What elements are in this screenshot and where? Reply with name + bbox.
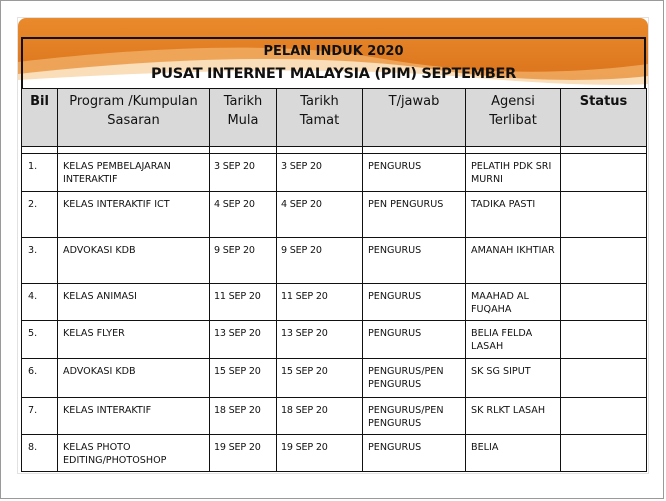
- cell-agensi: SK RLKT LASAH: [466, 398, 561, 435]
- table-row: [22, 359, 647, 398]
- cell-bil: 2.: [22, 192, 58, 238]
- cell-program: KELAS FLYER: [58, 321, 210, 359]
- cell-tamat: 15 SEP 20: [277, 359, 363, 398]
- cell-tamat: 18 SEP 20: [277, 398, 363, 435]
- title-line-1: PELAN INDUK 2020: [263, 44, 404, 59]
- cell-tamat: 9 SEP 20: [277, 238, 363, 284]
- cell-agensi: BELIA: [466, 435, 561, 472]
- title-box: [21, 37, 646, 88]
- cell-tjawab: PENGURUS/PEN PENGURUS: [363, 398, 466, 435]
- cell-bil: 1.: [22, 154, 58, 192]
- header-tjawab: T/jawab: [363, 89, 466, 147]
- header-program: Program /Kumpulan Sasaran: [58, 89, 210, 147]
- cell-bil: 6.: [22, 359, 58, 398]
- cell-status: [561, 435, 647, 472]
- cell-tamat: 3 SEP 20: [277, 154, 363, 192]
- cell-agensi: SK SG SIPUT: [466, 359, 561, 398]
- cell-program: KELAS INTERAKTIF ICT: [58, 192, 210, 238]
- cell-agensi: TADIKA PASTI: [466, 192, 561, 238]
- cell-tjawab: PENGURUS: [363, 435, 466, 472]
- table-header-row: [22, 89, 647, 147]
- cell-status: [561, 192, 647, 238]
- cell-status: [561, 359, 647, 398]
- cell-bil: 8.: [22, 435, 58, 472]
- cell-status: [561, 284, 647, 321]
- cell-status: [561, 238, 647, 284]
- cell-status: [561, 398, 647, 435]
- table-row: [22, 238, 647, 284]
- cell-tjawab: PENGURUS: [363, 238, 466, 284]
- cell-tamat: 4 SEP 20: [277, 192, 363, 238]
- cell-tjawab: PENGURUS: [363, 154, 466, 192]
- cell-program: KELAS ANIMASI: [58, 284, 210, 321]
- cell-program: KELAS PEMBELAJARAN INTERAKTIF: [58, 154, 210, 192]
- header-tarikh-tamat: Tarikh Tamat: [277, 89, 363, 147]
- cell-tjawab: PENGURUS/PEN PENGURUS: [363, 359, 466, 398]
- cell-tamat: 19 SEP 20: [277, 435, 363, 472]
- header-bil: Bil: [22, 89, 58, 147]
- cell-mula: 18 SEP 20: [210, 398, 277, 435]
- cell-mula: 11 SEP 20: [210, 284, 277, 321]
- cell-tjawab: PENGURUS: [363, 284, 466, 321]
- header-status: Status: [561, 89, 647, 147]
- cell-tamat: 13 SEP 20: [277, 321, 363, 359]
- cell-tjawab: PEN PENGURUS: [363, 192, 466, 238]
- cell-program: KELAS INTERAKTIF: [58, 398, 210, 435]
- cell-program: KELAS PHOTO EDITING/PHOTOSHOP: [58, 435, 210, 472]
- table-row: [22, 192, 647, 238]
- cell-agensi: MAAHAD AL FUQAHA: [466, 284, 561, 321]
- cell-agensi: BELIA FELDA LASAH: [466, 321, 561, 359]
- header-agensi: Agensi Terlibat: [466, 89, 561, 147]
- cell-mula: 19 SEP 20: [210, 435, 277, 472]
- table-row: [22, 154, 647, 192]
- header-tarikh-mula: Tarikh Mula: [210, 89, 277, 147]
- cell-program: ADVOKASI KDB: [58, 238, 210, 284]
- table-row: [22, 435, 647, 472]
- cell-tamat: 11 SEP 20: [277, 284, 363, 321]
- cell-agensi: PELATIH PDK SRI MURNI: [466, 154, 561, 192]
- cell-mula: 4 SEP 20: [210, 192, 277, 238]
- table-row: [22, 398, 647, 435]
- cell-bil: 3.: [22, 238, 58, 284]
- table-row: [22, 284, 647, 321]
- cell-mula: 3 SEP 20: [210, 154, 277, 192]
- cell-mula: 9 SEP 20: [210, 238, 277, 284]
- cell-program: ADVOKASI KDB: [58, 359, 210, 398]
- table-row: [22, 321, 647, 359]
- cell-tjawab: PENGURUS: [363, 321, 466, 359]
- plan-table: [21, 88, 647, 472]
- cell-status: [561, 154, 647, 192]
- cell-mula: 15 SEP 20: [210, 359, 277, 398]
- cell-bil: 4.: [22, 284, 58, 321]
- title-line-2: PUSAT INTERNET MALAYSIA (PIM) SEPTEMBER: [150, 66, 517, 82]
- cell-mula: 13 SEP 20: [210, 321, 277, 359]
- cell-status: [561, 321, 647, 359]
- cell-bil: 7.: [22, 398, 58, 435]
- cell-agensi: AMANAH IKHTIAR: [466, 238, 561, 284]
- cell-bil: 5.: [22, 321, 58, 359]
- header-gap: [22, 147, 647, 154]
